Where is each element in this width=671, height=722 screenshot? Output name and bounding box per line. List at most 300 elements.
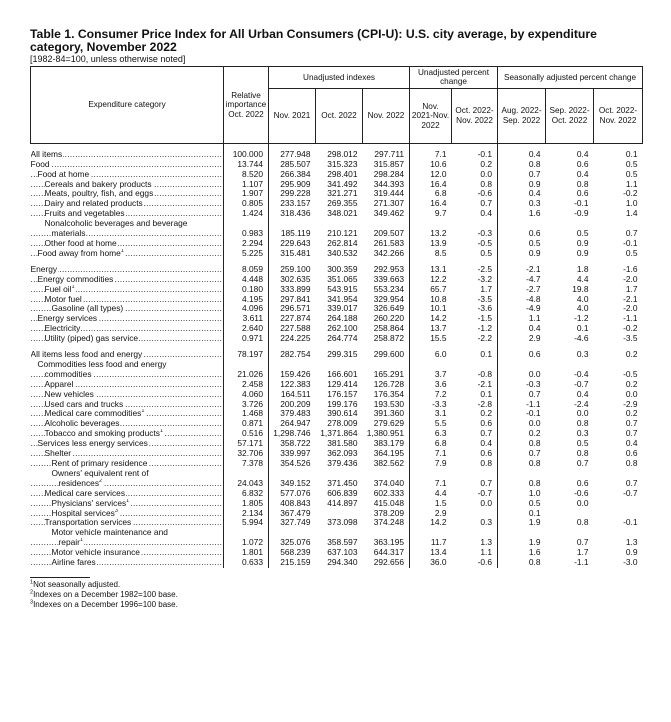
value-cell: 159.426 bbox=[269, 370, 316, 380]
value-cell: 262.814 bbox=[327, 238, 358, 248]
value-cell: 0.516 bbox=[224, 429, 269, 439]
category-cell bbox=[31, 285, 224, 295]
value-cell: 339.997 bbox=[269, 449, 316, 459]
value-cell: 233.157 bbox=[269, 199, 316, 209]
value-cell: 16.4 bbox=[410, 199, 452, 209]
value-cell bbox=[224, 469, 269, 479]
value-cell: 0.983 bbox=[224, 229, 269, 239]
value-cell: 10.8 bbox=[410, 295, 452, 305]
category-label: Medical care commodities$^1$ bbox=[44, 409, 145, 419]
value-cell: 24.043 bbox=[224, 479, 269, 489]
value-cell: 326.649 bbox=[373, 304, 405, 314]
value-cell: 3.1 bbox=[410, 409, 452, 419]
value-cell: 354.526 bbox=[269, 459, 316, 469]
category-label: Dairy and related products bbox=[44, 199, 143, 209]
value-cell: -2.1 bbox=[623, 294, 638, 304]
table-row bbox=[31, 189, 643, 199]
table-row bbox=[31, 160, 643, 170]
value-cell: -2.0 bbox=[623, 274, 638, 284]
value-cell: 339.017 bbox=[327, 304, 358, 314]
table-row bbox=[31, 449, 643, 459]
value-cell: -2.4 bbox=[574, 399, 589, 409]
value-cell: 0.0 bbox=[498, 370, 546, 380]
value-cell: 383.179 bbox=[373, 439, 405, 449]
value-cell: 285.507 bbox=[269, 160, 316, 170]
value-cell bbox=[498, 469, 546, 479]
value-cell: 296.571 bbox=[269, 304, 316, 314]
category-label: Rent of primary residence bbox=[51, 459, 148, 468]
table-row bbox=[31, 558, 643, 568]
value-cell bbox=[546, 469, 594, 479]
table-row bbox=[31, 380, 643, 390]
value-cell: 298.284 bbox=[373, 169, 405, 179]
value-cell: 2.9 bbox=[498, 334, 546, 344]
value-cell: 339.663 bbox=[373, 274, 405, 284]
value-cell: 258.872 bbox=[373, 334, 405, 344]
value-cell: 0.7 bbox=[625, 429, 638, 439]
header-col: Nov. 2021-Nov. 2022 bbox=[410, 88, 452, 143]
value-cell: 2.9 bbox=[410, 509, 452, 519]
value-cell: -0.8 bbox=[477, 369, 493, 379]
value-cell: -0.5 bbox=[477, 238, 493, 248]
value-cell bbox=[594, 509, 643, 519]
value-cell: -0.1 bbox=[623, 518, 638, 528]
value-cell bbox=[224, 219, 269, 229]
value-cell: 1.0 bbox=[498, 489, 546, 499]
value-cell: 7.1 bbox=[410, 479, 452, 489]
table-row bbox=[31, 295, 643, 305]
value-cell: 21.026 bbox=[224, 370, 269, 380]
category-cell bbox=[31, 548, 224, 558]
value-cell: 2.458 bbox=[224, 380, 269, 390]
value-cell: -1.2 bbox=[574, 314, 589, 324]
table-row bbox=[31, 334, 643, 344]
footnote-rule bbox=[30, 577, 90, 578]
value-cell: 2.134 bbox=[224, 509, 269, 519]
value-cell: 8.059 bbox=[224, 265, 269, 275]
category-label: repair$^1$ bbox=[58, 538, 83, 548]
value-cell: 5.225 bbox=[224, 249, 269, 259]
value-cell: 0.7 bbox=[576, 538, 589, 548]
value-cell: 1.7 bbox=[625, 284, 638, 294]
table-row bbox=[31, 439, 643, 449]
value-cell: 0.2 bbox=[625, 350, 638, 360]
value-cell: -1.1 bbox=[498, 400, 546, 410]
value-cell: 277.948 bbox=[269, 143, 316, 159]
value-cell: 0.8 bbox=[480, 459, 493, 468]
value-cell: 408.843 bbox=[269, 499, 316, 509]
value-cell: 0.0 bbox=[498, 419, 546, 429]
value-cell bbox=[410, 469, 452, 479]
value-cell bbox=[452, 509, 498, 519]
value-cell: 637.103 bbox=[327, 548, 358, 558]
value-cell: 0.7 bbox=[625, 419, 638, 429]
value-cell: -2.5 bbox=[477, 264, 493, 274]
category-label: Commodities less food and energy bbox=[37, 359, 167, 369]
value-cell: 1.801 bbox=[224, 548, 269, 558]
value-cell bbox=[452, 360, 498, 370]
value-cell: 279.629 bbox=[373, 419, 405, 429]
value-cell: -1.2 bbox=[477, 324, 493, 334]
value-cell: -0.1 bbox=[477, 148, 493, 159]
value-cell: 3.611 bbox=[224, 314, 269, 324]
value-cell: 329.954 bbox=[373, 294, 405, 304]
value-cell: 0.3 bbox=[576, 350, 589, 360]
table-row bbox=[31, 285, 643, 295]
table-row bbox=[31, 314, 643, 324]
value-cell: 7.378 bbox=[224, 459, 269, 469]
category-label: materials bbox=[51, 229, 86, 239]
value-cell bbox=[546, 528, 594, 538]
value-cell: 0.6 bbox=[498, 350, 546, 360]
value-cell: -1.1 bbox=[574, 558, 589, 568]
category-cell bbox=[31, 350, 224, 360]
value-cell: 0.4 bbox=[480, 439, 493, 449]
value-cell: 11.7 bbox=[410, 538, 452, 548]
table-title: Table 1. Consumer Price Index for All Urban Consumers (CPI-U): U.S. city average, by expenditure category, November 2022 bbox=[30, 27, 597, 54]
value-cell: 325.076 bbox=[269, 538, 316, 548]
category-cell bbox=[31, 558, 224, 568]
footnote-item bbox=[30, 580, 642, 590]
value-cell: 292.953 bbox=[373, 264, 405, 274]
category-cell bbox=[31, 409, 224, 419]
value-cell: -0.1 bbox=[623, 238, 638, 248]
value-cell: 3.6 bbox=[410, 380, 452, 390]
category-cell bbox=[31, 249, 224, 259]
value-cell: 13.1 bbox=[410, 265, 452, 275]
footnote-marker: 1 bbox=[141, 409, 145, 415]
table-subtitle: [1982-84=100, unless otherwise noted] bbox=[30, 54, 186, 64]
value-cell: 0.3 bbox=[498, 199, 546, 209]
value-cell: 374.040 bbox=[373, 478, 405, 488]
category-label: Electricity bbox=[44, 324, 81, 334]
category-cell bbox=[31, 219, 224, 229]
value-cell: 1.8 bbox=[576, 264, 589, 274]
value-cell: 16.4 bbox=[410, 180, 452, 190]
value-cell: 0.5 bbox=[576, 229, 589, 239]
value-cell: -2.0 bbox=[623, 304, 638, 314]
value-cell: 0.5 bbox=[625, 159, 638, 169]
value-cell: 0.6 bbox=[480, 449, 493, 459]
header-col: Oct. 2022 bbox=[316, 88, 363, 143]
value-cell: 266.384 bbox=[269, 170, 316, 180]
value-cell: 319.444 bbox=[373, 189, 405, 199]
category-label: Meats, poultry, fish, and eggs bbox=[44, 189, 154, 199]
category-label: Physicians' services$^1$ bbox=[51, 498, 130, 508]
value-cell: 0.0 bbox=[576, 498, 589, 508]
value-cell: 0.971 bbox=[224, 334, 269, 344]
value-cell: -4.9 bbox=[498, 304, 546, 314]
footnote-number: 3 bbox=[30, 599, 34, 606]
value-cell: 1.1 bbox=[480, 548, 493, 558]
value-cell: -0.2 bbox=[623, 324, 638, 334]
value-cell: -0.3 bbox=[477, 229, 493, 239]
value-cell: 0.0 bbox=[625, 389, 638, 399]
table-row bbox=[31, 304, 643, 314]
value-cell: 0.4 bbox=[576, 148, 589, 159]
value-cell: 0.1 bbox=[498, 509, 546, 519]
value-cell: 9.7 bbox=[410, 209, 452, 219]
value-cell: 215.159 bbox=[269, 558, 316, 568]
value-cell: 415.048 bbox=[373, 498, 405, 508]
value-cell: 1.907 bbox=[224, 189, 269, 199]
value-cell: 0.2 bbox=[498, 429, 546, 439]
value-cell: 1.805 bbox=[224, 499, 269, 509]
value-cell: 0.4 bbox=[625, 439, 638, 449]
value-cell: 224.225 bbox=[269, 334, 316, 344]
category-cell bbox=[31, 143, 224, 159]
table-row bbox=[31, 409, 643, 419]
value-cell: 1,371.864 bbox=[320, 429, 358, 439]
value-cell bbox=[498, 219, 546, 229]
value-cell: 7.1 bbox=[410, 449, 452, 459]
value-cell: 299.228 bbox=[269, 189, 316, 199]
value-cell: 0.9 bbox=[576, 238, 589, 248]
value-cell: 4.448 bbox=[224, 275, 269, 285]
value-cell: 271.307 bbox=[373, 199, 405, 209]
category-cell bbox=[31, 459, 224, 469]
value-cell: -2.1 bbox=[477, 379, 493, 389]
value-cell: -0.2 bbox=[623, 189, 638, 199]
category-label: Food bbox=[30, 159, 50, 169]
table-row bbox=[31, 199, 643, 209]
category-cell bbox=[31, 390, 224, 400]
category-cell bbox=[31, 209, 224, 219]
footnote-text: Not seasonally adjusted. bbox=[33, 579, 121, 589]
value-cell: 0.8 bbox=[498, 160, 546, 170]
value-cell: 0.6 bbox=[498, 229, 546, 239]
value-cell: 262.100 bbox=[327, 324, 358, 334]
value-cell: 227.874 bbox=[269, 314, 316, 324]
category-cell bbox=[31, 160, 224, 170]
table-row bbox=[31, 509, 643, 519]
value-cell: 0.8 bbox=[480, 179, 493, 189]
value-cell: 0.4 bbox=[498, 324, 546, 334]
category-label: Used cars and trucks bbox=[44, 399, 124, 409]
value-cell: -0.9 bbox=[574, 209, 589, 219]
value-cell: 1.424 bbox=[224, 209, 269, 219]
value-cell: 264.947 bbox=[269, 419, 316, 429]
value-cell: 374.248 bbox=[373, 518, 405, 528]
value-cell: 0.3 bbox=[480, 518, 493, 528]
value-cell: 5.5 bbox=[410, 419, 452, 429]
value-cell: 333.899 bbox=[269, 285, 316, 295]
category-label: residences$^2$ bbox=[58, 478, 103, 488]
value-cell: 200.209 bbox=[269, 400, 316, 410]
value-cell: 278.009 bbox=[327, 419, 358, 429]
value-cell: 298.012 bbox=[327, 148, 358, 159]
value-cell: 0.6 bbox=[576, 189, 589, 199]
value-cell: 358.597 bbox=[327, 538, 358, 548]
value-cell: 0.8 bbox=[576, 179, 589, 189]
value-cell: 382.562 bbox=[373, 459, 405, 468]
category-cell bbox=[31, 449, 224, 459]
table-header bbox=[31, 67, 643, 144]
value-cell: 351.065 bbox=[327, 274, 358, 284]
value-cell: 36.0 bbox=[410, 558, 452, 568]
value-cell: 13.2 bbox=[410, 229, 452, 239]
value-cell bbox=[594, 469, 643, 479]
value-cell: 4.0 bbox=[576, 294, 589, 304]
value-cell: 390.614 bbox=[327, 409, 358, 419]
value-cell: 0.8 bbox=[498, 558, 546, 568]
value-cell: 318.436 bbox=[269, 209, 316, 219]
value-cell: -0.5 bbox=[623, 369, 638, 379]
value-cell: 644.317 bbox=[373, 548, 405, 558]
category-label: Transportation services bbox=[44, 518, 132, 528]
table-row bbox=[31, 459, 643, 469]
category-cell bbox=[31, 469, 224, 479]
value-cell: 10.1 bbox=[410, 304, 452, 314]
value-cell: 349.152 bbox=[269, 479, 316, 489]
value-cell: 341.954 bbox=[327, 294, 358, 304]
value-cell: 0.7 bbox=[480, 429, 493, 439]
header-seasonally-adjusted-percent-change: Seasonally adjusted percent change bbox=[498, 67, 643, 89]
value-cell: 32.706 bbox=[224, 449, 269, 459]
value-cell: 261.583 bbox=[373, 238, 405, 248]
category-label: Nonalcoholic beverages and beverage bbox=[44, 219, 188, 229]
category-label: Fuel oil$^1$ bbox=[44, 284, 75, 294]
value-cell: 0.2 bbox=[625, 379, 638, 389]
header-relative-importance: Relative importance Oct. 2022 bbox=[224, 67, 269, 144]
table-row bbox=[31, 275, 643, 285]
value-cell: 341.492 bbox=[327, 179, 358, 189]
category-cell bbox=[31, 180, 224, 190]
value-cell: 19.8 bbox=[572, 284, 589, 294]
value-cell: 0.0 bbox=[480, 169, 493, 179]
category-cell bbox=[31, 295, 224, 305]
value-cell: 176.354 bbox=[373, 389, 405, 399]
value-cell: 327.749 bbox=[269, 518, 316, 528]
table-row bbox=[31, 518, 643, 528]
table-row bbox=[31, 469, 643, 479]
table-row bbox=[31, 499, 643, 509]
value-cell: 364.195 bbox=[373, 449, 405, 459]
value-cell: 166.601 bbox=[327, 369, 358, 379]
value-cell: 0.7 bbox=[498, 390, 546, 400]
header-unadjusted-indexes: Unadjusted indexes bbox=[269, 67, 410, 89]
value-cell: 568.239 bbox=[269, 548, 316, 558]
value-cell: 0.0 bbox=[480, 498, 493, 508]
value-cell: 1.1 bbox=[625, 179, 638, 189]
value-cell: 4.060 bbox=[224, 390, 269, 400]
value-cell: 294.340 bbox=[327, 558, 358, 568]
category-label: Airline fares bbox=[51, 558, 96, 568]
value-cell: 122.383 bbox=[269, 380, 316, 390]
value-cell: 315.857 bbox=[373, 159, 405, 169]
value-cell: 0.805 bbox=[224, 199, 269, 209]
value-cell: 0.6 bbox=[625, 449, 638, 459]
value-cell bbox=[269, 219, 316, 229]
value-cell: -3.5 bbox=[623, 334, 638, 344]
value-cell bbox=[316, 360, 363, 370]
footnote-marker: 1 bbox=[120, 248, 124, 255]
table-row bbox=[31, 370, 643, 380]
table-row bbox=[31, 143, 643, 159]
value-cell bbox=[224, 528, 269, 538]
category-label: Food away from home$^1$ bbox=[37, 248, 124, 258]
value-cell: 0.5 bbox=[498, 499, 546, 509]
value-cell: 379.483 bbox=[269, 409, 316, 419]
value-cell: 391.360 bbox=[373, 409, 405, 419]
value-cell: 378.209 bbox=[373, 508, 405, 518]
category-label: New vehicles bbox=[44, 389, 94, 399]
value-cell: -0.6 bbox=[477, 189, 493, 199]
footnote-marker: 2 bbox=[99, 478, 103, 485]
value-cell: 553.234 bbox=[373, 284, 405, 294]
value-cell: 0.2 bbox=[480, 409, 493, 419]
table-row bbox=[31, 324, 643, 334]
value-cell: 2.640 bbox=[224, 324, 269, 334]
value-cell bbox=[410, 528, 452, 538]
value-cell: 12.2 bbox=[410, 275, 452, 285]
category-cell bbox=[31, 334, 224, 344]
value-cell: 0.7 bbox=[480, 478, 493, 488]
value-cell: 0.7 bbox=[498, 170, 546, 180]
value-cell: 0.9 bbox=[576, 248, 589, 258]
value-cell: 543.915 bbox=[327, 284, 358, 294]
value-cell: 0.4 bbox=[480, 209, 493, 219]
value-cell: 4.0 bbox=[576, 304, 589, 314]
category-cell bbox=[31, 275, 224, 285]
category-label: Services less energy services bbox=[37, 439, 148, 449]
value-cell: 298.401 bbox=[327, 169, 358, 179]
value-cell bbox=[363, 360, 410, 370]
value-cell: -1.5 bbox=[477, 314, 493, 324]
table-row bbox=[31, 219, 643, 229]
value-cell bbox=[269, 469, 316, 479]
table-row bbox=[31, 479, 643, 489]
value-cell bbox=[498, 528, 546, 538]
cpi-table bbox=[30, 66, 643, 568]
value-cell: 199.176 bbox=[327, 399, 358, 409]
value-cell: 381.580 bbox=[327, 439, 358, 449]
table-row bbox=[31, 400, 643, 410]
value-cell: 0.5 bbox=[576, 439, 589, 449]
value-cell: 1.072 bbox=[224, 538, 269, 548]
value-cell: 10.6 bbox=[410, 160, 452, 170]
value-cell: 15.5 bbox=[410, 334, 452, 344]
category-cell bbox=[31, 499, 224, 509]
table-row bbox=[31, 548, 643, 558]
footnote-item bbox=[30, 600, 642, 610]
category-label: Cereals and bakery products bbox=[44, 179, 152, 189]
value-cell: 367.479 bbox=[269, 509, 316, 519]
category-label: Other food at home bbox=[44, 238, 117, 248]
value-cell: -3.6 bbox=[477, 304, 493, 314]
value-cell: 0.7 bbox=[576, 459, 589, 468]
value-cell bbox=[594, 360, 643, 370]
value-cell: 3.7 bbox=[410, 370, 452, 380]
value-cell: 602.333 bbox=[373, 488, 405, 498]
value-cell: 0.5 bbox=[625, 248, 638, 258]
table-row bbox=[31, 419, 643, 429]
value-cell: 371.450 bbox=[327, 478, 358, 488]
category-cell bbox=[31, 528, 224, 538]
value-cell: 315.323 bbox=[327, 159, 358, 169]
value-cell: 176.157 bbox=[327, 389, 358, 399]
footnotes bbox=[30, 577, 642, 610]
value-cell: -1.1 bbox=[623, 314, 638, 324]
category-cell bbox=[31, 479, 224, 489]
category-cell bbox=[31, 324, 224, 334]
value-cell bbox=[363, 528, 410, 538]
value-cell: 0.7 bbox=[625, 478, 638, 488]
value-cell bbox=[546, 219, 594, 229]
table-row bbox=[31, 170, 643, 180]
value-cell: 6.832 bbox=[224, 489, 269, 499]
value-cell: 165.291 bbox=[373, 369, 405, 379]
